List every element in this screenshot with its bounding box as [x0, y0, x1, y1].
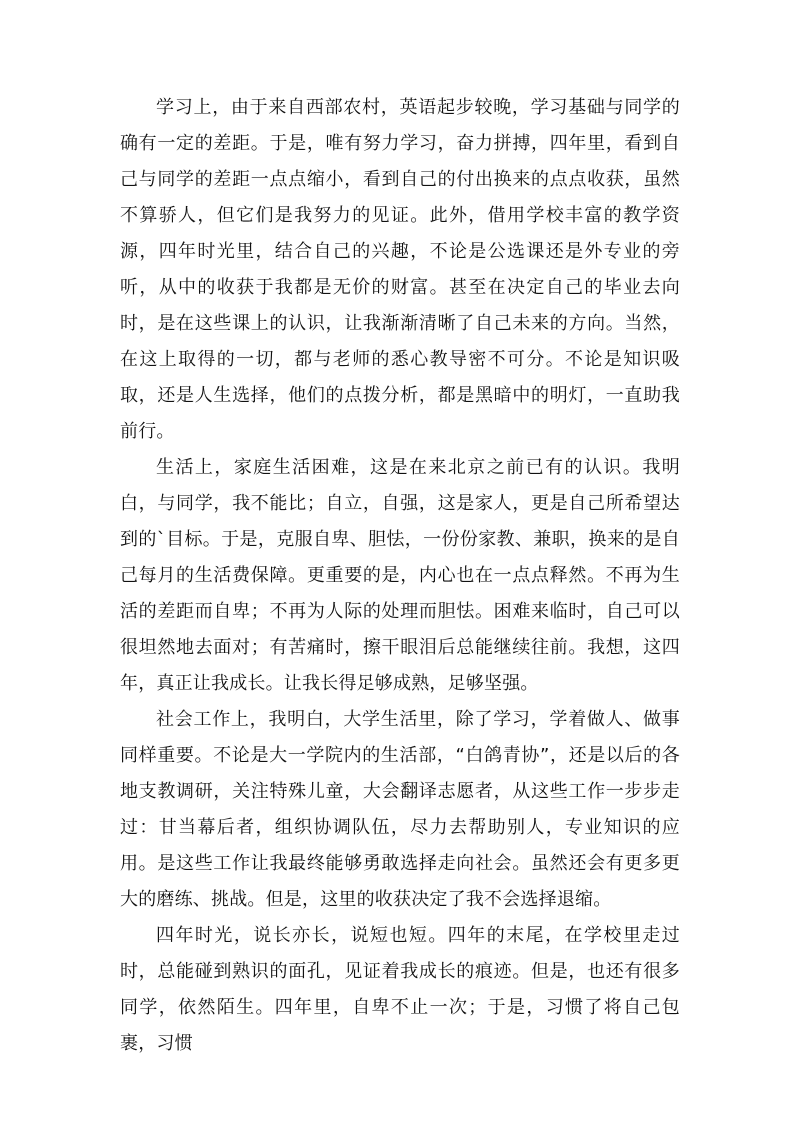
paragraph-four-years: 四年时光，说长亦长，说短也短。四年的末尾，在学校里走过时，总能碰到熟识的面孔，见证着我成长的痕迹。但是，也还有很多同学，依然陌生。四年里，自卑不止一次；于是，习惯了将自己包裹，习惯	[120, 925, 680, 1054]
document-body	[120, 90, 680, 1062]
paragraph-life: 生活上，家庭生活困难，这是在来北京之前已有的认识。我明白，与同学，我不能比；自立，自强，这是家人，更是自己所希望达到的`目标。于是，克服自卑、胆怯，一份份家教、兼职，换来的是自己每月的生活费保障。更重要的是，内心也在一点点释然。不再为生活的差距而自卑；不再为人际的处理而胆怯。困难来临时，自己可以很坦然地去面对；有苦痛时，擦干眼泪后总能继续往前。我想，这四年，真正让我成长。让我长得足够成熟，足够坚强。	[120, 457, 680, 694]
paragraph-social-work: 社会工作上，我明白，大学生活里，除了学习，学着做人、做事同样重要。不论是大一学院内的生活部，“白鸽青协”，还是以后的各地支教调研，关注特殊儿童，大会翻译志愿者，从这些工作一步步走过：甘当幕后者，组织协调队伍，尽力去帮助别人，专业知识的应用。是这些工作让我最终能够勇敢选择走向社会。虽然还会有更多更大的磨练、挑战。但是，这里的收获决定了我不会选择退缩。	[120, 709, 680, 910]
paragraph-study: 学习上，由于来自西部农村，英语起步较晚，学习基础与同学的确有一定的差距。于是，唯有努力学习，奋力拼搏，四年里，看到自己与同学的差距一点点缩小，看到自己的付出换来的点点收获，虽然不算骄人，但它们是我努力的见证。此外，借用学校丰富的教学资源，四年时光里，结合自己的兴趣，不论是公选课还是外专业的旁听，从中的收获于我都是无价的财富。甚至在决定自己的毕业去向时，是在这些课上的认识，让我渐渐清晰了自己未来的方向。当然，在这上取得的一切，都与老师的悉心教导密不可分。不论是知识吸取，还是人生选择，他们的点拨分析，都是黑暗中的明灯，一直助我前行。	[120, 97, 680, 442]
